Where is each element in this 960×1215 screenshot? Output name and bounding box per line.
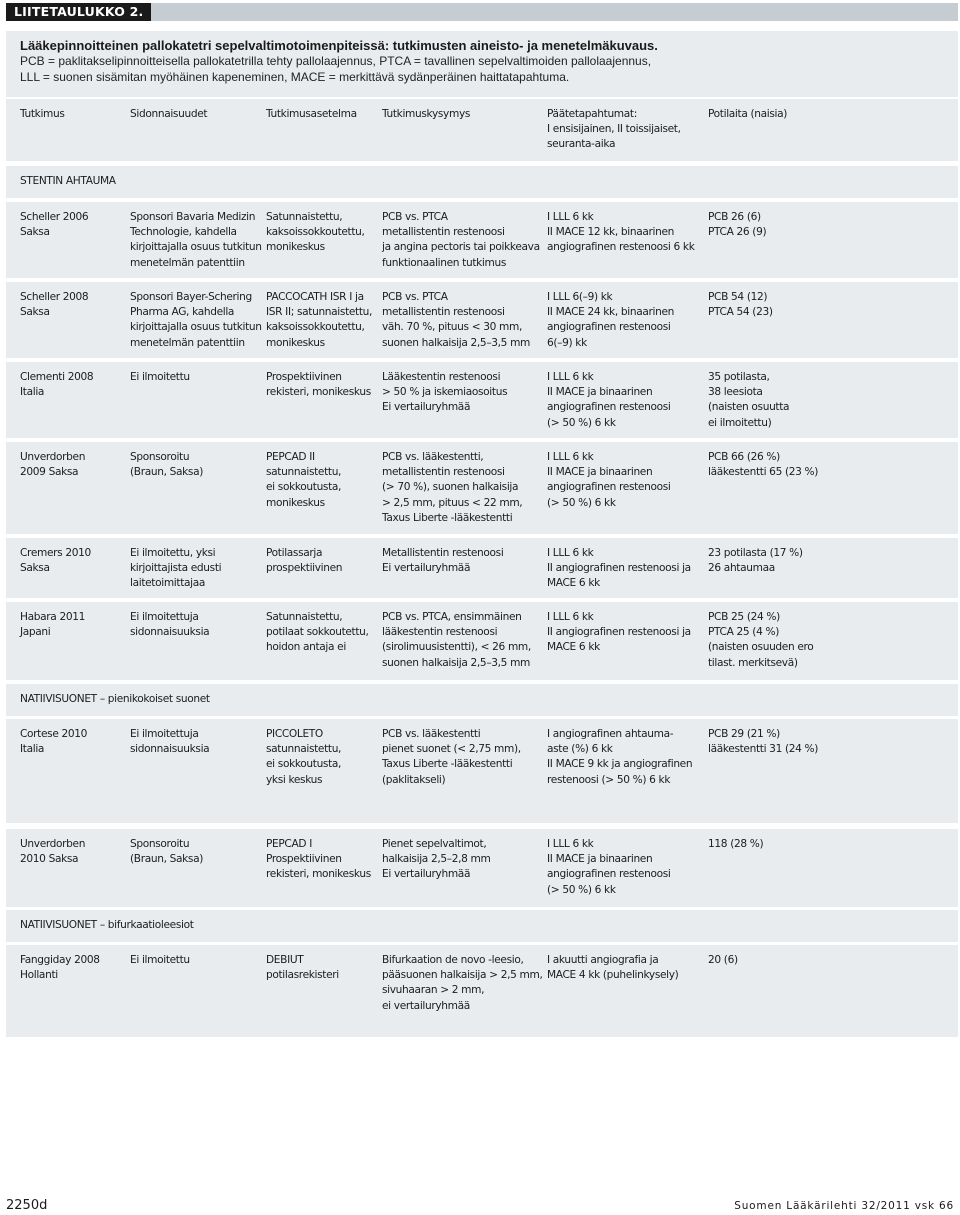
table-row (6, 282, 958, 358)
cell-line: Prospektiivinen (266, 853, 342, 866)
cell-line: Ei ilmoitettuja (130, 728, 199, 740)
cell-study (20, 290, 88, 320)
cell-question (382, 727, 521, 788)
cell-line: II MACE ja binaarinen (547, 386, 653, 399)
cell-line: PCB 25 (24 %) (708, 611, 780, 623)
cell-line: (sirolimuusistentti), < 26 mm, (382, 641, 531, 654)
cell-line: PCB 29 (21 %) (708, 728, 780, 740)
cell-line: I akuutti angiografia ja (547, 954, 659, 966)
cell-affiliations (130, 450, 203, 480)
cell-patients (708, 546, 803, 576)
table-row (6, 442, 958, 534)
cell-line: ja angina pectoris tai poikkeava (382, 241, 540, 254)
cell-line: halkaisija 2,5–2,8 mm (382, 853, 491, 866)
cell-line: rekisteri, monikeskus (266, 868, 371, 881)
cell-line: kaksoissokkoutettu, (266, 226, 365, 239)
cell-line: angiografinen restenoosi 6 kk (547, 241, 695, 254)
section-label: NATIIVISUONET – bifurkaatioleesiot (20, 919, 194, 931)
caption-panel (6, 31, 958, 97)
cell-question (382, 837, 490, 883)
cell-line: MACE 6 kk (547, 641, 600, 654)
cell-line: satunnaistettu, (266, 466, 342, 479)
cell-line: 118 (28 %) (708, 838, 764, 850)
cell-question (382, 370, 507, 416)
cell-question (382, 210, 540, 271)
cell-line: Sponsori Bayer-Schering (130, 291, 252, 303)
cell-line: (Braun, Saksa) (130, 853, 204, 866)
cell-line: PCB vs. lääkestentti, (382, 451, 484, 463)
cell-line: Hollanti (20, 969, 58, 982)
cell-line: monikeskus (266, 496, 325, 509)
cell-line: tilast. merkitsevä) (708, 656, 798, 669)
caption-title: Lääkepinnoitteinen pallokatetri sepelvaltimotoimenpiteissä: tutkimusten aineisto- ja menetelmäkuvaus. (20, 38, 658, 53)
section-label: STENTIN AHTAUMA (20, 175, 116, 187)
cell-line: Clementi 2008 (20, 371, 94, 383)
cell-line: PCB 54 (12) (708, 291, 768, 303)
cell-line: potilasrekisteri (266, 969, 339, 982)
cell-line: Sponsoroitu (130, 838, 190, 850)
cell-line: PCB vs. lääkestentti (382, 728, 481, 740)
cell-line: Tutkimuskysymys (382, 108, 471, 120)
table-tab-label: LIITETAULUKKO 2. (6, 3, 151, 21)
cell-study (20, 210, 88, 240)
table-header (6, 99, 958, 161)
cell-line: aste (%) 6 kk (547, 743, 613, 756)
cell-patients (708, 370, 789, 431)
table-row (6, 829, 958, 907)
cell-line: laitetoimittajaa (130, 577, 206, 590)
cell-affiliations (130, 610, 209, 640)
cell-line: (naisten osuutta (708, 401, 790, 414)
cell-line: Ei ilmoitettu (130, 954, 190, 966)
cell-line: Unverdorben (20, 838, 86, 850)
cell-line: suonen halkaisija 2,5–3,5 mm (382, 336, 531, 349)
cell-line: II MACE 12 kk, binaarinen (547, 226, 674, 239)
cell-line: sidonnaisuuksia (130, 626, 210, 639)
cell-line: Italia (20, 386, 45, 399)
cell-line: II MACE ja binaarinen (547, 853, 653, 866)
cell-line: PCB vs. PTCA, ensimmäinen (382, 611, 522, 623)
table-row (6, 202, 958, 278)
cell-line: Scheller 2008 (20, 291, 89, 303)
table-row (6, 602, 958, 680)
cell-study (20, 546, 91, 576)
cell-line: DEBIUT (266, 954, 304, 966)
header-patients (708, 107, 787, 122)
cell-line: Saksa (20, 306, 50, 319)
cell-line: kaksoissokkoutettu, (266, 321, 365, 334)
cell-line: pääsuonen halkaisija > 2,5 mm, (382, 969, 543, 982)
cell-line: Italia (20, 743, 45, 756)
cell-line: Päätetapahtumat: (547, 108, 637, 120)
cell-line: ei ilmoitettu) (708, 416, 772, 429)
cell-patients (708, 610, 813, 671)
table-row (6, 362, 958, 438)
cell-line: I LLL 6 kk (547, 371, 594, 383)
cell-line: Taxus Liberte -lääkestentti (382, 758, 513, 771)
cell-line: Scheller 2006 (20, 211, 89, 223)
cell-line: angiografinen restenoosi (547, 868, 671, 881)
cell-line: Ei ilmoitettuja (130, 611, 199, 623)
cell-line: pienet suonet (< 2,75 mm), (382, 743, 521, 756)
cell-line: MACE 6 kk (547, 577, 600, 590)
cell-line: funktionaalinen tutkimus (382, 256, 507, 269)
cell-line: I LLL 6 kk (547, 611, 594, 623)
cell-line: 35 potilasta, (708, 371, 770, 383)
cell-patients (708, 450, 818, 480)
cell-line: PTCA 25 (4 %) (708, 626, 779, 639)
cell-study (20, 727, 87, 757)
cell-question (382, 450, 522, 526)
cell-line: Pienet sepelvaltimot, (382, 838, 487, 850)
cell-line: > 50 % ja iskemiaosoitus (382, 386, 508, 399)
cell-line: sidonnaisuuksia (130, 743, 210, 756)
header-affiliations (130, 107, 207, 122)
cell-line: hoidon antaja ei (266, 641, 346, 654)
cell-affiliations (130, 953, 190, 968)
cell-line: ei sokkoutusta, (266, 758, 342, 771)
cell-design (266, 610, 369, 656)
header-question (382, 107, 470, 122)
cell-line: (> 50 %) 6 kk (547, 416, 616, 429)
cell-line: (> 50 %) 6 kk (547, 883, 616, 896)
cell-line: monikeskus (266, 336, 325, 349)
cell-affiliations (130, 370, 190, 385)
cell-line: restenoosi (> 50 %) 6 kk (547, 773, 671, 786)
cell-line: I LLL 6 kk (547, 451, 594, 463)
cell-line: Tutkimus (20, 108, 65, 120)
cell-line: Sidonnaisuudet (130, 108, 208, 120)
cell-design (266, 727, 341, 788)
page-number: 2250d (6, 1198, 48, 1213)
cell-patients (708, 727, 818, 757)
cell-line: 23 potilasta (17 %) (708, 547, 803, 559)
cell-line: PICCOLETO (266, 728, 323, 740)
section-row (6, 684, 958, 716)
cell-endpoints (547, 953, 678, 983)
cell-line: Ei ilmoitettu (130, 371, 190, 383)
cell-line: prospektiivinen (266, 562, 343, 575)
cell-line: II MACE 24 kk, binaarinen (547, 306, 674, 319)
cell-design (266, 546, 342, 576)
cell-line: Sponsoroitu (130, 451, 190, 463)
cell-line: PTCA 54 (23) (708, 306, 773, 319)
cell-line: Saksa (20, 562, 50, 575)
cell-study (20, 450, 85, 480)
cell-patients (708, 953, 738, 968)
cell-line: yksi keskus (266, 773, 323, 786)
cell-study (20, 953, 100, 983)
cell-line: angiografinen restenoosi (547, 401, 671, 414)
cell-endpoints (547, 370, 670, 431)
cell-line: Technologie, kahdella (130, 226, 237, 239)
cell-line: Satunnaistettu, (266, 611, 343, 623)
cell-line: kirjoittajista edusti (130, 562, 222, 575)
section-row (6, 166, 958, 198)
cell-line: väh. 70 %, pituus < 30 mm, (382, 321, 522, 334)
cell-line: PCB 26 (6) (708, 211, 761, 223)
cell-endpoints (547, 546, 691, 592)
cell-line: Tutkimusasetelma (266, 108, 357, 120)
header-study (20, 107, 65, 122)
cell-line: Ei vertailuryhmää (382, 868, 471, 881)
cell-line: Ei vertailuryhmää (382, 401, 471, 414)
cell-line: (> 50 %) 6 kk (547, 496, 616, 509)
cell-line: menetelmän patenttiin (130, 256, 245, 269)
cell-line: (Braun, Saksa) (130, 466, 204, 479)
section-label: NATIIVISUONET – pienikokoiset suonet (20, 693, 210, 705)
table-row (6, 945, 958, 1037)
cell-line: Habara 2011 (20, 611, 85, 623)
cell-line: 38 leesiota (708, 386, 763, 399)
cell-line: I angiografinen ahtauma- (547, 728, 674, 740)
cell-study (20, 370, 93, 400)
cell-patients (708, 290, 773, 320)
cell-affiliations (130, 546, 221, 592)
cell-line: 26 ahtaumaa (708, 562, 775, 575)
cell-line: rekisteri, monikeskus (266, 386, 371, 399)
tab-bar (6, 3, 958, 21)
cell-affiliations (130, 290, 262, 351)
cell-line: Cortese 2010 (20, 728, 88, 740)
caption-line: LLL = suonen sisämitan myöhäinen kapeneminen, MACE = merkittävä sydänperäinen haittatapahtuma. (20, 70, 570, 84)
cell-line: (naisten osuuden ero (708, 641, 814, 654)
cell-endpoints (547, 450, 670, 511)
cell-line: ei sokkoutusta, (266, 481, 342, 494)
cell-line: Bifurkaation de novo -leesio, (382, 954, 524, 966)
cell-line: PEPCAD I (266, 838, 312, 850)
journal-info: Suomen Lääkärilehti 32/2011 vsk 66 (734, 1200, 954, 1212)
cell-line: II MACE 9 kk ja angiografinen (547, 758, 693, 771)
cell-affiliations (130, 210, 262, 271)
cell-line: lääkestentti 31 (24 %) (708, 743, 819, 756)
cell-line: metallistentin restenoosi (382, 226, 505, 239)
cell-line: II angiografinen restenoosi ja (547, 626, 691, 639)
cell-design (266, 837, 371, 883)
cell-line: Ei vertailuryhmää (382, 562, 471, 575)
cell-question (382, 953, 543, 1014)
cell-line: (paklitakseli) (382, 773, 446, 786)
cell-line: Potilaita (naisia) (708, 108, 788, 120)
cell-study (20, 610, 85, 640)
cell-endpoints (547, 210, 694, 256)
cell-line: PACCOCATH ISR I ja (266, 291, 364, 303)
caption-line: PCB = paklitakselipinnoitteisella pallokatetrilla tehty pallolaajennus, PTCA = tavallinen sepelvaltimoiden pallolaajennus, (20, 54, 652, 68)
cell-line: Potilassarja (266, 547, 323, 559)
cell-line: I LLL 6 kk (547, 547, 594, 559)
cell-line: I LLL 6 kk (547, 838, 594, 850)
cell-question (382, 290, 530, 351)
cell-design (266, 953, 339, 983)
cell-line: monikeskus (266, 241, 325, 254)
cell-line: Taxus Liberte -lääkestentti (382, 511, 513, 524)
header-design (266, 107, 357, 122)
cell-endpoints (547, 610, 691, 656)
cell-line: PCB 66 (26 %) (708, 451, 780, 463)
cell-line: > 2,5 mm, pituus < 22 mm, (382, 496, 523, 509)
cell-design (266, 210, 365, 256)
cell-endpoints (547, 290, 674, 351)
cell-line: potilaat sokkoutettu, (266, 626, 369, 639)
cell-line: menetelmän patenttiin (130, 336, 245, 349)
cell-line: PTCA 26 (9) (708, 226, 767, 239)
cell-line: Pharma AG, kahdella (130, 306, 235, 319)
cell-line: 2010 Saksa (20, 853, 79, 866)
cell-line: Metallistentin restenoosi (382, 547, 504, 559)
cell-affiliations (130, 727, 209, 757)
cell-line: kirjoittajalla osuus tutkitun (130, 321, 262, 334)
cell-endpoints (547, 837, 670, 898)
cell-line: ISR II; satunnaistettu, (266, 306, 373, 319)
cell-line: Cremers 2010 (20, 547, 91, 559)
cell-line: I LLL 6(–9) kk (547, 291, 613, 303)
cell-line: II angiografinen restenoosi ja (547, 562, 691, 575)
cell-line: PCB vs. PTCA (382, 211, 448, 223)
cell-line: satunnaistettu, (266, 743, 342, 756)
cell-line: 6(–9) kk (547, 336, 587, 349)
cell-line: 2009 Saksa (20, 466, 79, 479)
header-endpoints (547, 107, 681, 153)
cell-line: Japani (20, 626, 51, 639)
cell-line: (> 70 %), suonen halkaisija (382, 481, 519, 494)
cell-endpoints (547, 727, 692, 788)
cell-line: PCB vs. PTCA (382, 291, 448, 303)
cell-line: ei vertailuryhmää (382, 999, 470, 1012)
cell-line: metallistentin restenoosi (382, 466, 505, 479)
section-row (6, 910, 958, 942)
cell-line: I ensisijainen, II toissijaiset, (547, 123, 681, 136)
cell-line: I LLL 6 kk (547, 211, 594, 223)
cell-design (266, 370, 371, 400)
cell-line: seuranta-aika (547, 138, 616, 151)
cell-line: sivuhaaran > 2 mm, (382, 984, 485, 997)
cell-line: kirjoittajalla osuus tutkitun (130, 241, 262, 254)
cell-affiliations (130, 837, 203, 867)
table-row (6, 538, 958, 598)
cell-question (382, 610, 531, 671)
cell-question (382, 546, 503, 576)
cell-patients (708, 210, 766, 240)
cell-line: Lääkestentin restenoosi (382, 371, 501, 383)
cell-line: metallistentin restenoosi (382, 306, 505, 319)
table-row (6, 719, 958, 823)
cell-line: suonen halkaisija 2,5–3,5 mm (382, 656, 531, 669)
cell-line: MACE 4 kk (puhelinkysely) (547, 969, 679, 982)
cell-line: Unverdorben (20, 451, 86, 463)
cell-patients (708, 837, 763, 852)
cell-line: Prospektiivinen (266, 371, 342, 383)
cell-design (266, 290, 372, 351)
cell-line: Fanggiday 2008 (20, 954, 100, 966)
cell-line: Saksa (20, 226, 50, 239)
cell-line: Satunnaistettu, (266, 211, 343, 223)
cell-line: Sponsori Bavaria Medizin (130, 211, 256, 223)
cell-line: angiografinen restenoosi (547, 481, 671, 494)
cell-line: Ei ilmoitettu, yksi (130, 547, 216, 559)
cell-study (20, 837, 85, 867)
cell-line: lääkestentin restenoosi (382, 626, 498, 639)
cell-line: PEPCAD II (266, 451, 315, 463)
cell-design (266, 450, 341, 511)
cell-line: II MACE ja binaarinen (547, 466, 653, 479)
cell-line: lääkestentti 65 (23 %) (708, 466, 819, 479)
cell-line: 20 (6) (708, 954, 738, 966)
cell-line: angiografinen restenoosi (547, 321, 671, 334)
